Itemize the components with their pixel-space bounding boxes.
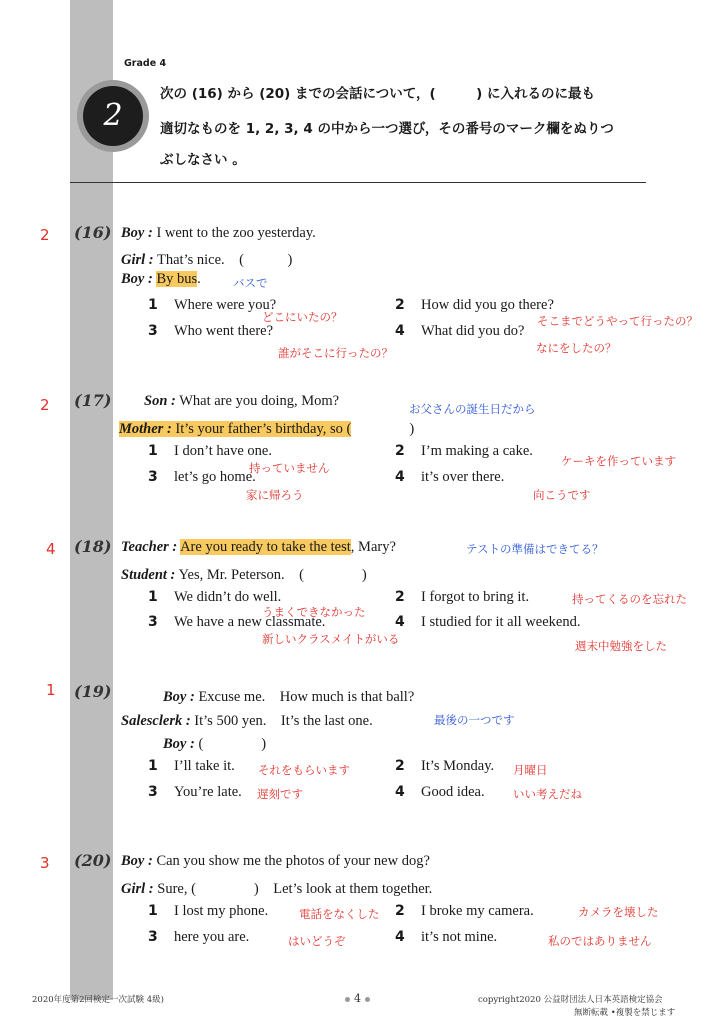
dialogue-line xyxy=(121,877,432,898)
option-2 xyxy=(395,589,529,606)
option-1 xyxy=(148,758,235,775)
note-translation: そこまでどうやって行ったの？ xyxy=(537,314,698,328)
dialogue-text: It’s 500 yen. It’s the last one. xyxy=(194,713,373,729)
option-number: 1 xyxy=(148,443,158,459)
option-text: We have a new classmate. xyxy=(174,614,326,630)
highlighted-text: By bus xyxy=(156,271,198,287)
note-translation: なにをしたの？ xyxy=(536,341,617,355)
option-number: 3 xyxy=(148,469,158,485)
note-translation: どこにいたの？ xyxy=(262,310,343,324)
note-translation: カメラを壊した xyxy=(578,905,659,919)
blank-close: ) xyxy=(243,252,293,268)
note-translation: 遅刻です xyxy=(257,787,303,801)
option-text: let’s go home. xyxy=(174,469,256,485)
blank-close: ) xyxy=(203,736,267,752)
note-translation: ケーキを作っています xyxy=(561,454,676,468)
option-number: 3 xyxy=(148,614,158,630)
option-1 xyxy=(148,443,272,460)
blank-close: ) xyxy=(351,421,415,437)
option-4 xyxy=(395,784,485,801)
option-4 xyxy=(395,469,504,486)
option-3 xyxy=(148,469,256,486)
footer-exam-label: 2020年度第2回検定一次試験 4級) xyxy=(32,995,164,1005)
answer-mark-20: 3 xyxy=(40,854,50,872)
note-translation: はいどうぞ xyxy=(288,934,346,948)
option-4 xyxy=(395,323,525,340)
option-text: Good idea. xyxy=(421,784,485,800)
footer-page-number xyxy=(341,992,374,1005)
speaker-label: Teacher : xyxy=(121,539,178,555)
speaker-label: Mother : xyxy=(119,421,172,437)
footer-notice: 無断転載 •複製を禁じます xyxy=(574,1008,676,1018)
dialogue-text: . xyxy=(197,271,201,287)
option-3 xyxy=(148,929,249,946)
option-text: I studied for it all weekend. xyxy=(421,614,581,630)
option-text: it’s over there. xyxy=(421,469,505,485)
question-number-16: (16) xyxy=(74,223,112,242)
option-number: 1 xyxy=(148,903,158,919)
dialogue-line xyxy=(121,853,430,870)
dialogue-line xyxy=(121,248,292,269)
option-number: 2 xyxy=(395,443,405,459)
option-number: 3 xyxy=(148,784,158,800)
dialogue-text: That’s nice. ( xyxy=(157,252,244,268)
dialogue-text: Sure, ( xyxy=(157,881,196,897)
dialogue-text: I went to the zoo yesterday. xyxy=(156,225,316,241)
option-text: I don’t have one. xyxy=(174,443,272,459)
option-number: 4 xyxy=(395,614,405,630)
note-translation: 月曜日 xyxy=(513,763,548,777)
dialogue-text: , Mary? xyxy=(350,539,396,555)
note-translation: テストの準備はできてる？ xyxy=(466,542,604,556)
option-number: 4 xyxy=(395,469,405,485)
question-number-17: (17) xyxy=(74,391,112,410)
dialogue-line xyxy=(163,732,266,753)
blank-close: ) xyxy=(303,567,367,583)
option-number: 2 xyxy=(395,758,405,774)
dialogue-text: ( xyxy=(198,736,204,752)
option-number: 2 xyxy=(395,589,405,605)
option-1 xyxy=(148,903,268,920)
speaker-label: Salesclerk : xyxy=(121,713,191,729)
note-translation: いい考えだね xyxy=(513,787,582,801)
answer-mark-16: 2 xyxy=(40,226,50,244)
option-number: 2 xyxy=(395,297,405,313)
answer-mark-18: 4 xyxy=(46,540,56,558)
option-text: I forgot to bring it. xyxy=(421,589,530,605)
option-text: I lost my phone. xyxy=(174,903,269,919)
dialogue-line xyxy=(121,271,201,288)
option-text: We didn’t do well. xyxy=(174,589,282,605)
option-text: I broke my camera. xyxy=(421,903,534,919)
option-text: Where were you? xyxy=(174,297,277,313)
option-3 xyxy=(148,323,273,340)
note-translation: 誰がそこに行ったの？ xyxy=(278,346,393,360)
note-translation: お父さんの誕生日だから xyxy=(409,402,536,416)
option-number: 2 xyxy=(395,903,405,919)
dialogue-text: Yes, Mr. Peterson. ( xyxy=(178,567,304,583)
option-1 xyxy=(148,297,276,314)
note-translation: 持ってくるのを忘れた xyxy=(572,592,687,606)
question-number-19: (19) xyxy=(74,682,112,701)
highlighted-text: Are you ready to take the test xyxy=(180,539,351,555)
answer-mark-19: 1 xyxy=(46,681,56,699)
speaker-label: Son : xyxy=(144,393,176,409)
dialogue-line xyxy=(121,563,367,584)
option-text: You’re late. xyxy=(174,784,242,800)
option-number: 1 xyxy=(148,589,158,605)
option-text: What did you do? xyxy=(421,323,525,339)
option-text: here you are. xyxy=(174,929,250,945)
option-4 xyxy=(395,614,580,631)
instruction-line-1: 次の (16) から (20) までの会話について，( ) に入れるのに最も xyxy=(160,86,596,102)
speaker-label: Boy : xyxy=(121,225,153,241)
dialogue-text: ) Let’s look at them together. xyxy=(195,881,433,897)
option-text: I’ll take it. xyxy=(174,758,235,774)
grade-label: Grade 4 xyxy=(124,58,167,69)
speaker-label: Boy : xyxy=(121,271,153,287)
option-number: 3 xyxy=(148,323,158,339)
speaker-label: Boy : xyxy=(121,853,153,869)
instruction-line-3: ぶしなさい 。 xyxy=(160,152,246,168)
note-translation: 持っていません xyxy=(249,461,330,475)
bullet-icon xyxy=(345,997,350,1002)
dialogue-line xyxy=(119,417,414,438)
option-2 xyxy=(395,297,554,314)
option-2 xyxy=(395,443,533,460)
option-2 xyxy=(395,903,534,920)
option-2 xyxy=(395,758,494,775)
option-text: I’m making a cake. xyxy=(421,443,533,459)
option-number: 1 xyxy=(148,297,158,313)
dialogue-text: Excuse me. How much is that ball? xyxy=(198,689,415,705)
dialogue-line xyxy=(121,709,373,730)
footer-copyright: copyright2020 公益財団法人日本英語検定協会 xyxy=(478,995,663,1005)
speaker-label: Boy : xyxy=(163,736,195,752)
note-translation: 新しいクラスメイトがいる xyxy=(262,632,400,646)
question-number-20: (20) xyxy=(74,851,112,870)
option-number: 4 xyxy=(395,323,405,339)
speaker-label: Girl : xyxy=(121,252,154,268)
speaker-label: Girl : xyxy=(121,881,154,897)
note-translation: うまくできなかった xyxy=(262,605,366,619)
note-translation: それをもらいます xyxy=(258,763,350,777)
answer-mark-17: 2 xyxy=(40,396,50,414)
option-text: it’s not mine. xyxy=(421,929,498,945)
note-translation: 電話をなくした xyxy=(299,907,380,921)
option-4 xyxy=(395,929,497,946)
instruction-line-2: 適切なものを 1, 2, 3, 4 の中から一つ選び，その番号のマーク欄をぬりつ xyxy=(160,121,614,137)
dialogue-line xyxy=(144,393,339,410)
note-translation: バスで xyxy=(233,276,268,290)
note-translation: 家に帰ろう xyxy=(246,488,304,502)
highlighted-text: Mother : It’s your father’s birthday, so ( xyxy=(119,421,352,437)
note-translation: 週末中勉強をした xyxy=(575,639,667,653)
dialogue-line xyxy=(121,225,316,242)
dialogue-line xyxy=(121,539,396,556)
option-number: 1 xyxy=(148,758,158,774)
option-number: 4 xyxy=(395,784,405,800)
option-3 xyxy=(148,784,242,801)
note-translation: 最後の一つです xyxy=(434,713,515,727)
option-text: How did you go there? xyxy=(421,297,554,313)
note-translation: 向こうです xyxy=(533,488,591,502)
note-translation: 私のではありません xyxy=(548,934,652,948)
option-3 xyxy=(148,614,325,631)
dialogue-text: Can you show me the photos of your new dog? xyxy=(156,853,430,869)
dialogue-text: What are you doing, Mom? xyxy=(179,393,340,409)
header-divider xyxy=(70,182,646,183)
question-number-18: (18) xyxy=(74,537,112,556)
option-number: 4 xyxy=(395,929,405,945)
dialogue-line xyxy=(163,685,414,706)
bullet-icon xyxy=(365,997,370,1002)
option-number: 3 xyxy=(148,929,158,945)
section-number-badge: 2 xyxy=(83,86,143,146)
page-number: 4 xyxy=(354,992,361,1005)
option-text: Who went there? xyxy=(174,323,274,339)
speaker-label: Boy : xyxy=(163,689,195,705)
speaker-label: Student : xyxy=(121,567,176,583)
option-text: It’s Monday. xyxy=(421,758,495,774)
